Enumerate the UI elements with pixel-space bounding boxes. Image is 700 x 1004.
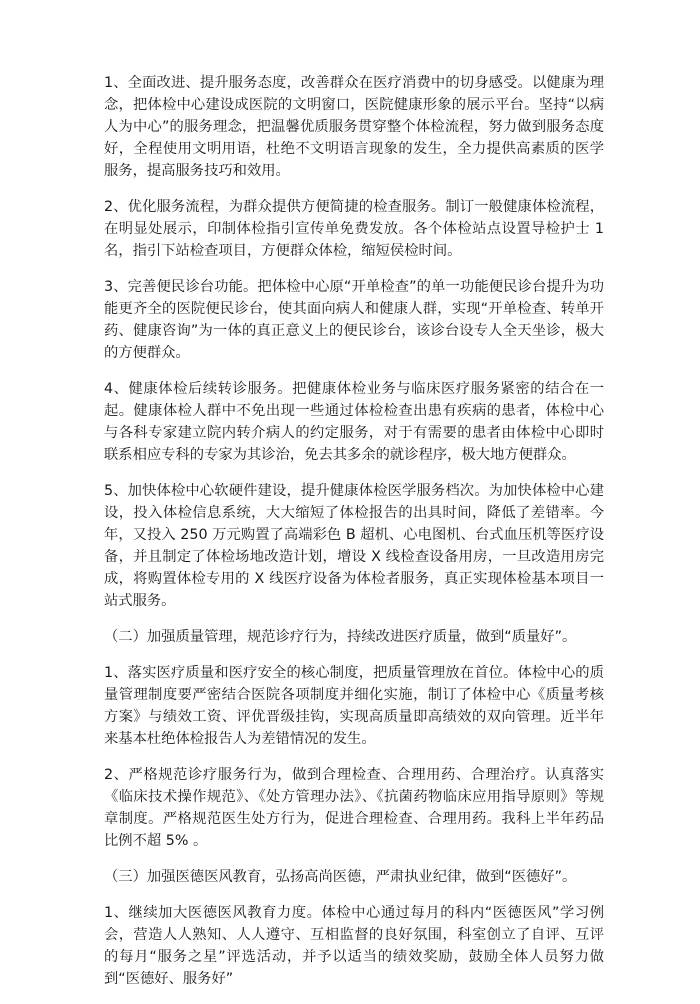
- paragraph-standard-practice: 2、严格规范诊疗服务行为，做到合理检查、合理用药、合理治疗。认真落实《临床技术操作规范》、《处方管理办法》、《抗菌药物临床应用指导原则》等规章制度。严格规范医生处方行为，促进合理检查、合理用药。我科上半年药品比例不超 5% 。: [104, 767, 604, 849]
- paragraph-referral-service: 4、健康体检后续转诊服务。把健康体检业务与临床医疗服务紧密的结合在一起。健康体检人群中不免出现一些通过体检检查出患有疾病的患者，体检中心与各科专家建立院内转介病人的约定服务，对于有需要的患者由体检中心即时联系相应专科的专家为其诊治，免去其多余的就诊程序，极大地方便群众。: [104, 381, 604, 463]
- paragraph-service-attitude: 1、全面改进、提升服务态度，改善群众在医疗消费中的切身感受。以健康为理念，把体检中心建设成医院的文明窗口，医院健康形象的展示平台。坚持“以病人为中心”的服务理念，把温馨优质服务贯穿整个体检流程，努力做到服务态度好，全程使用文明用语，杜绝不文明语言现象的发生，全力提供高素质的医学服务，提高服务技巧和效用。: [104, 75, 604, 179]
- paragraph-infrastructure: 5、加快体检中心软硬件建设，提升健康体检医学服务档次。为加快体检中心建设，投入体检信息系统，大大缩短了体检报告的出具时间，降低了差错率。今年，又投入 250 万元购置了高端彩色 B 超机、心电图机、台式血压机等医疗设备，并且制定了体检场地改造计划，增设 X 线检查设备用房，一旦改造用房完成，将购置体检专用的 X 线医疗设备为体检者服务，真正实现体检基本项目一站式服务。: [104, 483, 604, 609]
- document-body: [104, 72, 604, 1004]
- section-heading-quality: （二）加强质量管理，规范诊疗行为，持续改进医疗质量，做到“质量好”。: [104, 629, 577, 645]
- paragraph-ethics-education: 1、继续加大医德医风教育力度。体检中心通过每月的科内“医德医风”学习例会，营造人人熟知、人人遵守、互相监督的良好氛围，科室创立了自评、互评的每月“服务之星”评选活动，并予以适当的绩效奖励，鼓励全体人员努力做到“医德好、服务好”: [104, 905, 604, 987]
- paragraph-convenience-desk: 3、完善便民诊台功能。把体检中心原“开单检查”的单一功能便民诊台提升为功能更齐全的医院便民诊台，使其面向病人和健康人群，实现“开单检查、转单开药、健康咨询”为一体的真正意义上的便民诊台，该诊台设专人全天坐诊，极大的方便群众。: [104, 279, 604, 361]
- section-heading-ethics: （三）加强医德医风教育，弘扬高尚医德，严肃执业纪律，做到“医德好”。: [104, 869, 577, 885]
- paragraph-service-process: 2、优化服务流程，为群众提供方便简捷的检查服务。制订一般健康体检流程，在明显处展示，印制体检指引宣传单免费发放。各个体检站点设置导检护士 1 名，指引下站检查项目，方便群众体检，缩短侯检时间。: [104, 199, 604, 259]
- paragraph-quality-system: 1、落实医疗质量和医疗安全的核心制度，把质量管理放在首位。体检中心的质量管理制度要严密结合医院各项制度并细化实施，制订了体检中心《质量考核方案》与绩效工资、评优晋级挂钩，实现高质量即高绩效的双向管理。近半年来基本杜绝体检报告人为差错情况的发生。: [104, 665, 604, 747]
